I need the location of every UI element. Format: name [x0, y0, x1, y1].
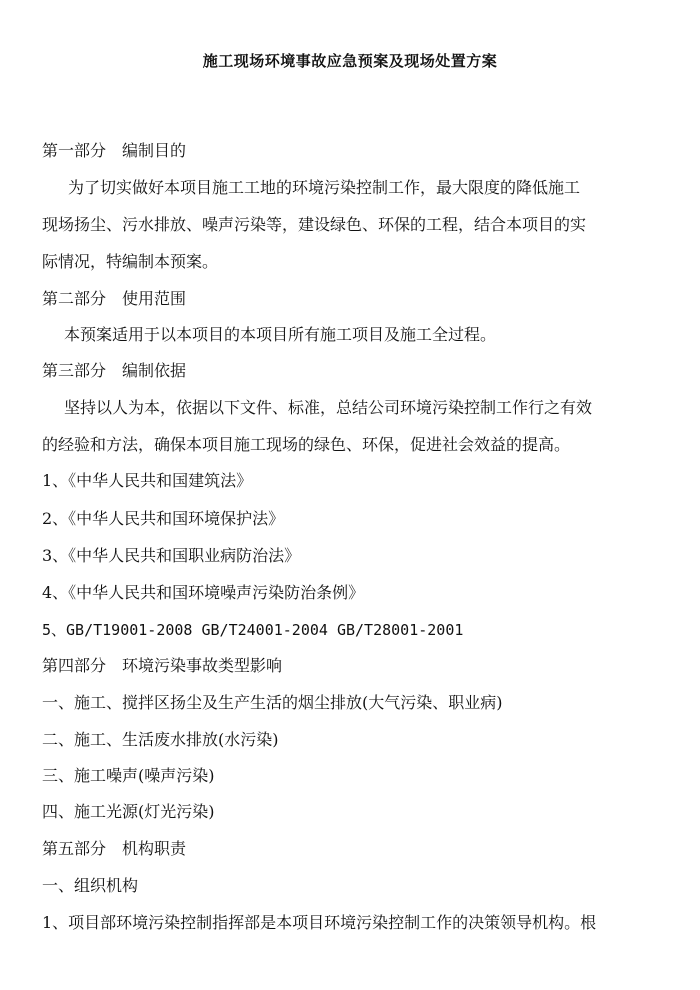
- section-heading-3: 第三部分 编制依据: [42, 361, 187, 380]
- paragraph-line: 本预案适用于以本项目的本项目所有施工项目及施工全过程。: [64, 325, 497, 344]
- section-heading-2: 第二部分 使用范围: [42, 289, 187, 308]
- paragraph-line: 1、项目部环境污染控制指挥部是本项目环境污染控制工作的决策领导机构。根: [42, 913, 597, 932]
- list-item: 四、施工光源(灯光污染): [42, 802, 215, 821]
- list-item: 一、施工、搅拌区扬尘及生产生活的烟尘排放(大气污染、职业病): [42, 693, 503, 712]
- section-heading-1: 第一部分 编制目的: [42, 141, 187, 160]
- list-item: 2、《中华人民共和国环境保护法》: [42, 509, 285, 528]
- list-item: 二、施工、生活废水排放(水污染): [42, 730, 279, 749]
- list-item: 3、《中华人民共和国职业病防治法》: [42, 546, 301, 565]
- paragraph-line: 际情况，特编制本预案。: [42, 252, 219, 271]
- paragraph-line: 的经验和方法，确保本项目施工现场的绿色、环保，促进社会效益的提高。: [42, 435, 571, 454]
- paragraph-line: 坚持以人为本，依据以下文件、标准，总结公司环境污染控制工作行之有效: [64, 398, 593, 417]
- list-item: 三、施工噪声(噪声污染): [42, 766, 215, 785]
- list-item-standards: 5、GB/T19001-2008 GB/T24001-2004 GB/T28001-2001: [42, 621, 464, 639]
- list-item: 1、《中华人民共和国建筑法》: [42, 471, 253, 490]
- section-heading-4: 第四部分 环境污染事故类型影响: [42, 656, 283, 675]
- list-item: 4、《中华人民共和国环境噪声污染防治条例》: [42, 583, 365, 602]
- subsection-heading: 一、组织机构: [42, 876, 139, 895]
- section-heading-5: 第五部分 机构职责: [42, 839, 187, 858]
- paragraph-line: 为了切实做好本项目施工工地的环境污染控制工作，最大限度的降低施工: [68, 178, 581, 197]
- document-title: 施工现场环境事故应急预案及现场处置方案: [202, 52, 498, 70]
- paragraph-line: 现场扬尘、污水排放、噪声污染等，建设绿色、环保的工程，结合本项目的实: [42, 215, 587, 234]
